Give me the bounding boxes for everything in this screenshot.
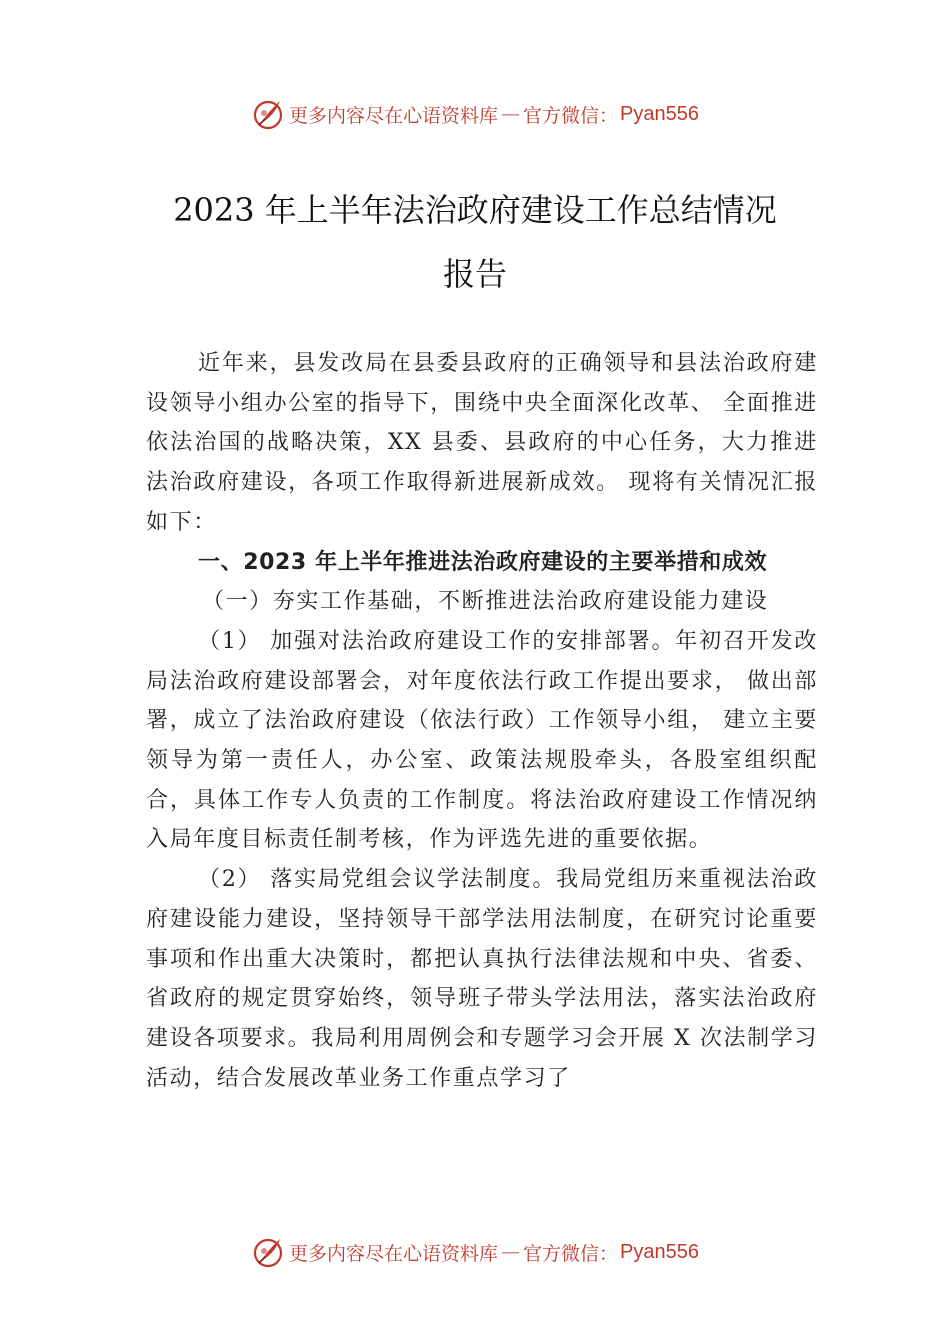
footer-watermark <box>0 1232 950 1272</box>
watermark-site-text: 更多内容尽在心语资料库 <box>289 1242 499 1265</box>
section-heading-1: 一、2023 年上半年推进法治政府建设的主要举措和成效 <box>198 549 768 575</box>
watermark-site-text: 更多内容尽在心语资料库 <box>289 104 499 127</box>
quill-logo-icon <box>251 1235 285 1269</box>
title-line-1: 2023 年上半年法治政府建设工作总结情况 <box>173 191 777 229</box>
intro-paragraph: 近年来，县发改局在县委县政府的正确领导和县法治政府建设领导小组办公室的指导下，围绕中央全面深化改革、 全面推进依法治国的战略决策，XX 县委、县政府的中心任务，大力推进法治政府建设，各项工作取得新进展新成效。 现将有关情况汇报如下： <box>146 351 818 535</box>
header-watermark <box>0 94 950 134</box>
watermark-wechat-id: Pyan556 <box>620 102 699 125</box>
item-paragraph-2: （2） 落实局党组会议学法制度。我局党组历来重视法治政府建设能力建设，坚持领导干部学法用法制度，在研究讨论重要事项和作出重大决策时，都把认真执行法律法规和中央、省委、省政府的规定贯穿始终，领导班子带头学法用法，落实法治政府建设各项要求。我局利用周例会和专题学习会开展 X 次法制学习活动，结合发展改革业务工作重点学习了 <box>146 867 818 1091</box>
quill-logo-icon <box>251 97 285 131</box>
watermark-separator: — <box>501 103 521 125</box>
watermark-label: 官方微信： <box>523 104 619 127</box>
watermark-label: 官方微信： <box>523 1242 619 1265</box>
document-body <box>146 344 818 1098</box>
watermark-wechat-id: Pyan556 <box>620 1240 699 1263</box>
watermark-separator: — <box>501 1241 521 1263</box>
document-title <box>100 178 850 306</box>
title-line-2: 报告 <box>442 255 507 293</box>
item-paragraph-1: （1） 加强对法治政府建设工作的安排部署。年初召开发改局法治政府建设部署会，对年度依法行政工作提出要求， 做出部署，成立了法治政府建设（依法行政）工作领导小组， 建立主要领导为第一责任人，办公室、政策法规股牵头，各股室组织配合，具体工作专人负责的工作制度。将法治政府建设工作情况纳入局年度目标责任制考核，作为评选先进的重要依据。 <box>146 628 818 853</box>
subsection-heading-1: （一）夯实工作基础，不断推进法治政府建设能力建设 <box>202 589 769 615</box>
